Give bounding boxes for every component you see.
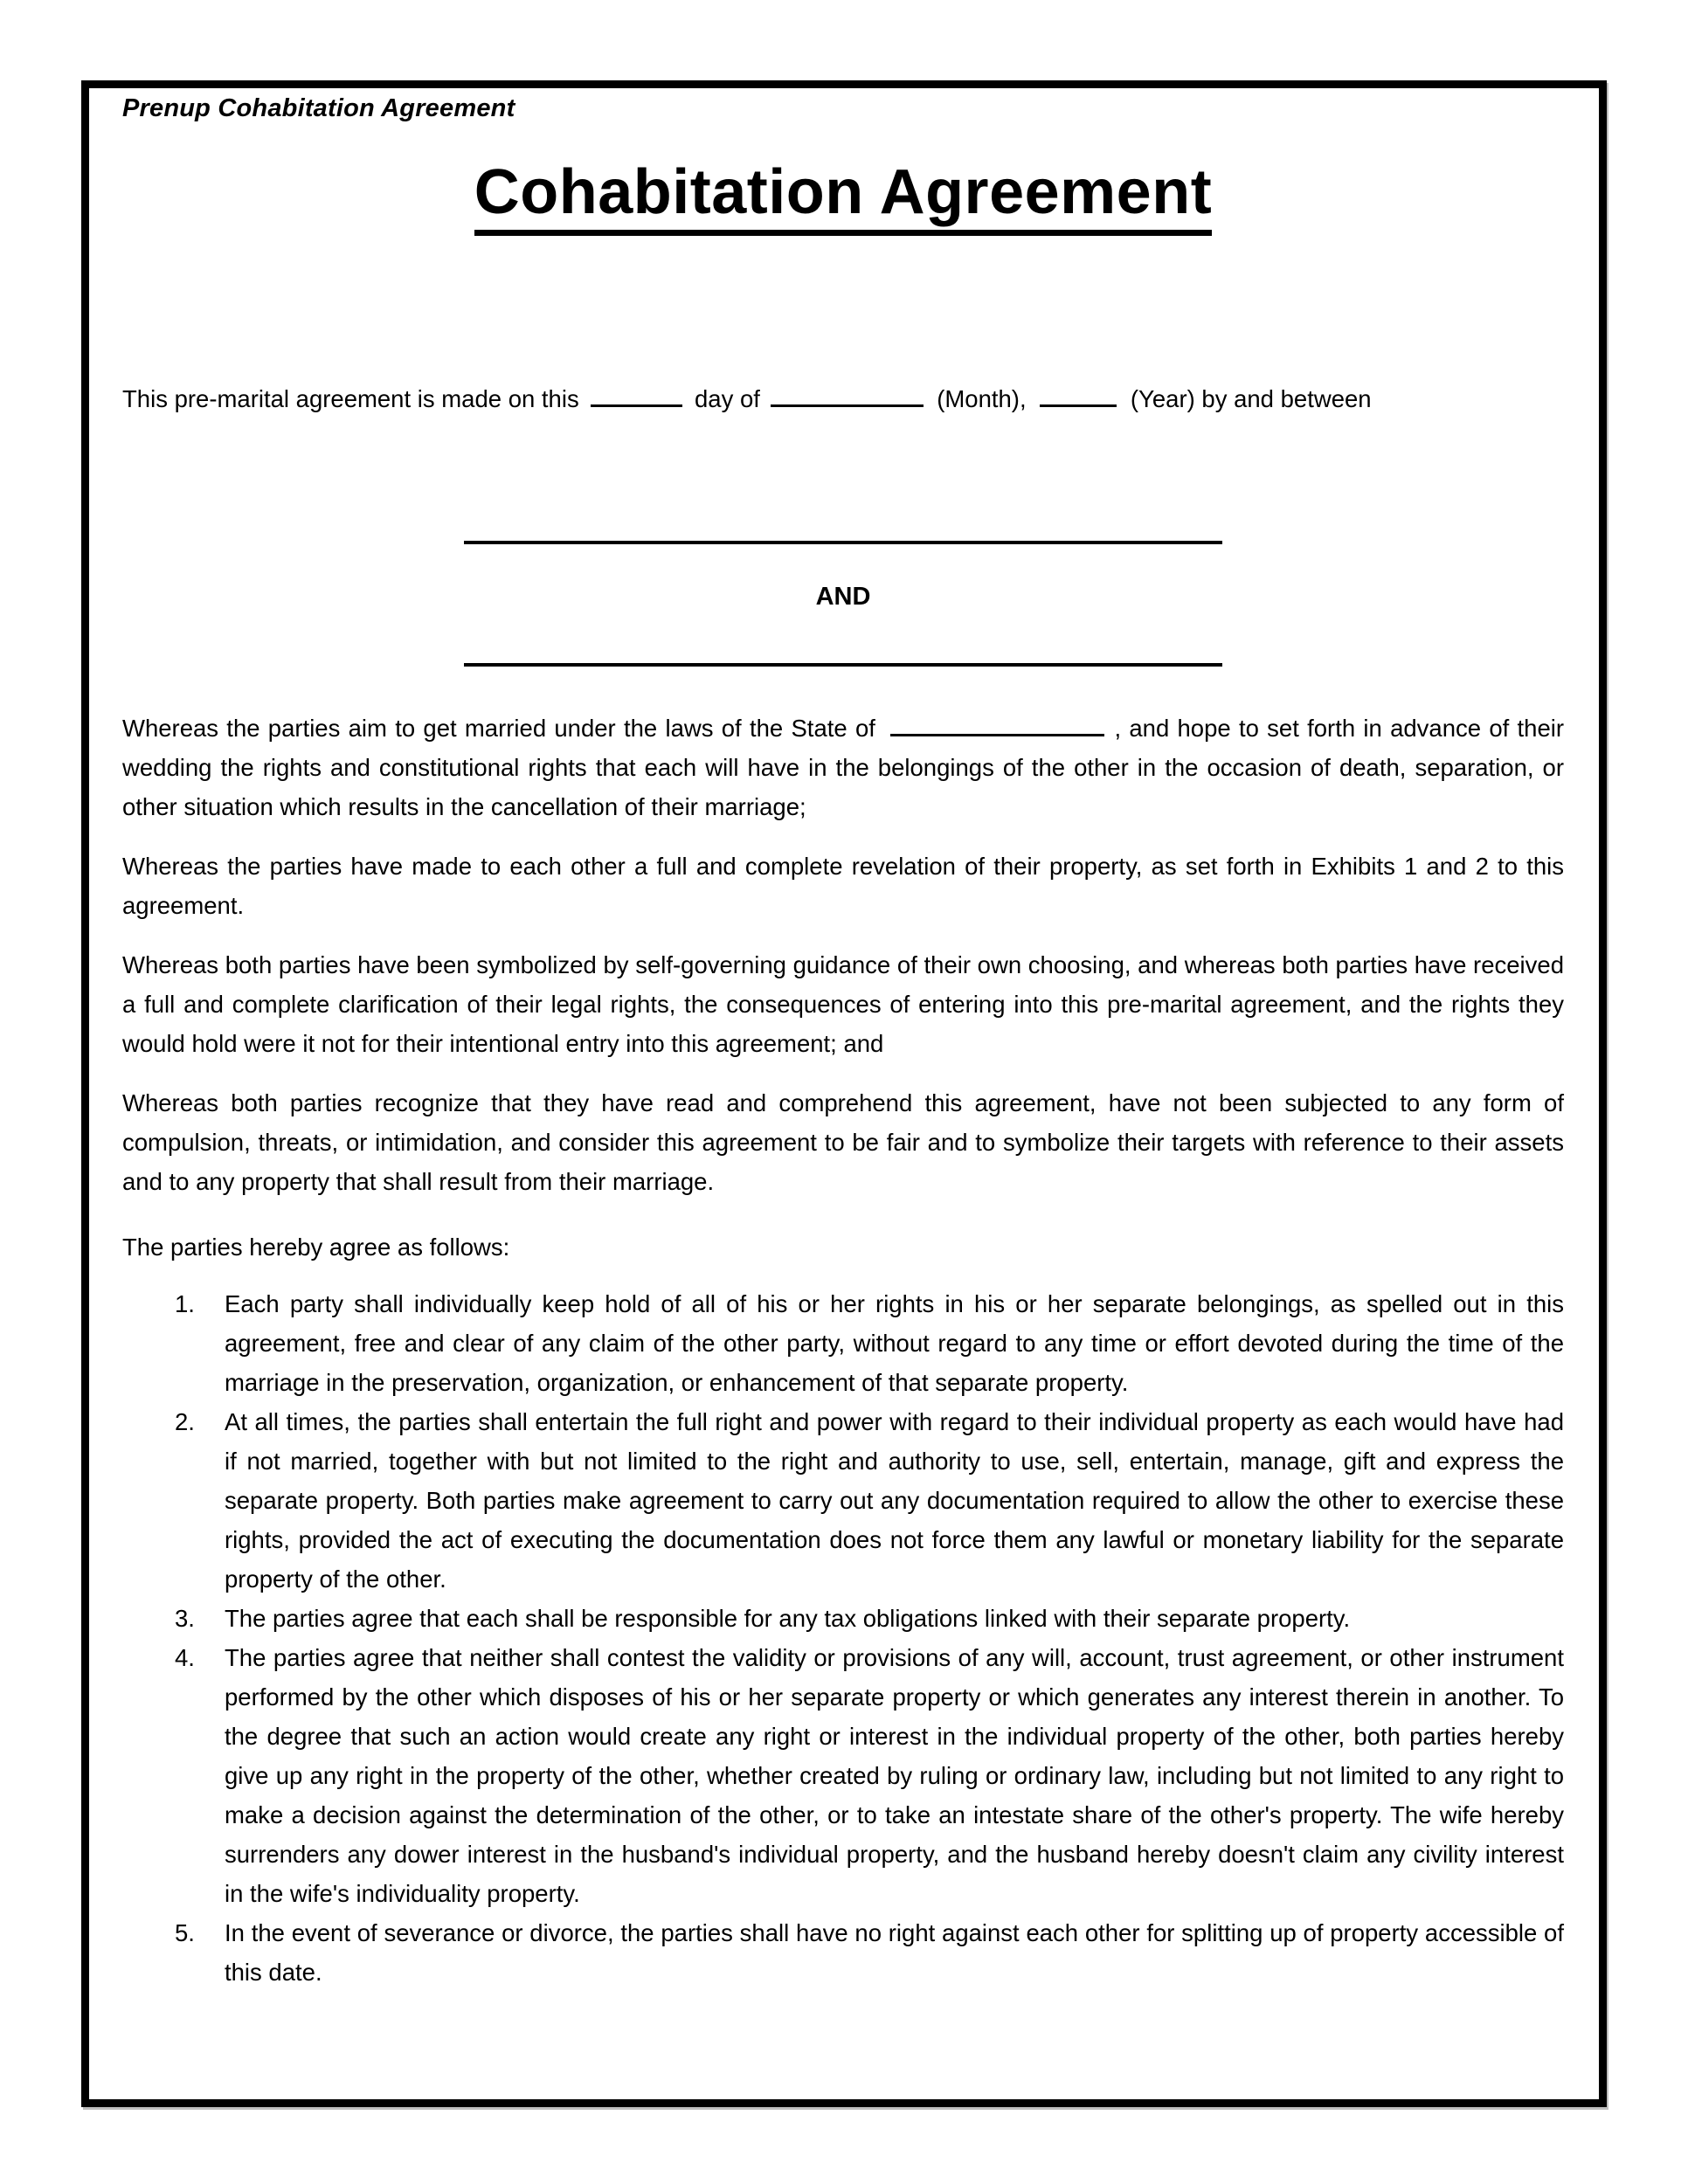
document-content <box>89 88 1599 1992</box>
clause-text: In the event of severance or divorce, the parties shall have no right against each other for splitting up of property accessible of this date. <box>225 1918 1564 1986</box>
clause-number: 4. <box>175 1643 195 1671</box>
agreement-lead-in: The parties hereby agree as follows: <box>122 1233 510 1261</box>
intro-part2: day of <box>695 384 760 412</box>
intro-part1: This pre-marital agreement is made on this <box>122 384 579 412</box>
clause-number: 5. <box>175 1918 195 1946</box>
clause-text: Each party shall individually keep hold of all of his or her rights in his or her separate belongings, as spelled out in this agreement, free and clear of any claim of the other party, without regard to any time or effort devoted during the time of the marriage in the preservation, organization, or enhancement of that separate property. <box>225 1289 1564 1396</box>
recital-state-of <box>122 708 1564 826</box>
recital-legal-rights: Whereas both parties have been symbolized by self-governing guidance of their own choosing, and whereas both parties have received a full and complete clarification of their legal rights, the consequences of entering into this pre-marital agreement, and the rights they would hold were it not for their intentional entry into this agreement; and <box>122 950 1564 1057</box>
clause-item-1 <box>122 1284 1564 1402</box>
document-header-label: Prenup Cohabitation Agreement <box>122 94 515 122</box>
month-blank-line <box>771 384 924 407</box>
document-title-row <box>122 157 1564 236</box>
recital-1-before-blank: Whereas the parties aim to get married under the laws of the State of <box>122 714 875 742</box>
year-blank-line <box>1040 384 1117 407</box>
clause-item-2 <box>122 1402 1564 1599</box>
intro-part4: (Year) by and between <box>1130 384 1372 412</box>
clause-number: 3. <box>175 1604 195 1632</box>
recital-1-after-blank: , and hope to set forth in advance of their wedding the rights and constitutional rights that each will have in the belongings of the other in the occasion of death, separation, or other situation which results in the cancellation of their marriage; <box>122 714 1565 820</box>
party2-name-line <box>464 663 1222 667</box>
party1-name-line <box>464 541 1222 544</box>
clause-text: At all times, the parties shall entertain the full right and power with regard to their individual property as each would have had if not married, together with but not limited to the right and authority to use, sell, entertain, manage, gift and express the separate property. Both parties make agreement to carry out any documentation required to allow the other to exercise these rights, provided the act of executing the documentation does not force them any lawful or monetary liability for the separate property of the other. <box>225 1407 1564 1593</box>
clause-text: The parties agree that neither shall contest the validity or provisions of any will, account, trust agreement, or other instrument performed by the other which disposes of his or her separate property or which generates any interest therein in another. To the degree that such an action would create any right or interest in the individual property of the other, both parties hereby give up any right in the property of the other, whether created by ruling or ordinary law, including but not limited to any right to make a decision against the determination of the other, or to take an intestate share of the other's property. The wife hereby surrenders any dower interest in the husband's individual property, and the husband hereby doesn't claim any civility interest in the wife's individuality property. <box>225 1643 1564 1907</box>
state-blank-line <box>890 714 1104 736</box>
clause-text: The parties agree that each shall be responsible for any tax obligations linked with their separate property. <box>225 1604 1351 1632</box>
clause-item-5 <box>122 1913 1564 1992</box>
document-title: Cohabitation Agreement <box>474 160 1212 236</box>
recital-read-and-comprehend: Whereas both parties recognize that they have read and comprehend this agreement, have not been subjected to any form of compulsion, threats, or intimidation, and consider this agreement to be fair and to symbolize their targets with reference to their assets and to any property that shall result from their marriage. <box>122 1089 1564 1195</box>
clause-item-4 <box>122 1638 1564 1913</box>
document-page <box>81 80 1607 2107</box>
clause-list <box>122 1284 1564 1992</box>
intro-part3: (Month), <box>937 384 1027 412</box>
clause-item-3 <box>122 1599 1564 1638</box>
intro-sentence <box>122 379 1564 418</box>
and-separator: AND <box>815 582 871 611</box>
day-blank-line <box>591 384 682 407</box>
recital-property-revelation: Whereas the parties have made to each other a full and complete revelation of their property, as set forth in Exhibits 1 and 2 to this agreement. <box>122 852 1564 919</box>
clause-number: 2. <box>175 1407 195 1435</box>
clause-number: 1. <box>175 1289 195 1317</box>
